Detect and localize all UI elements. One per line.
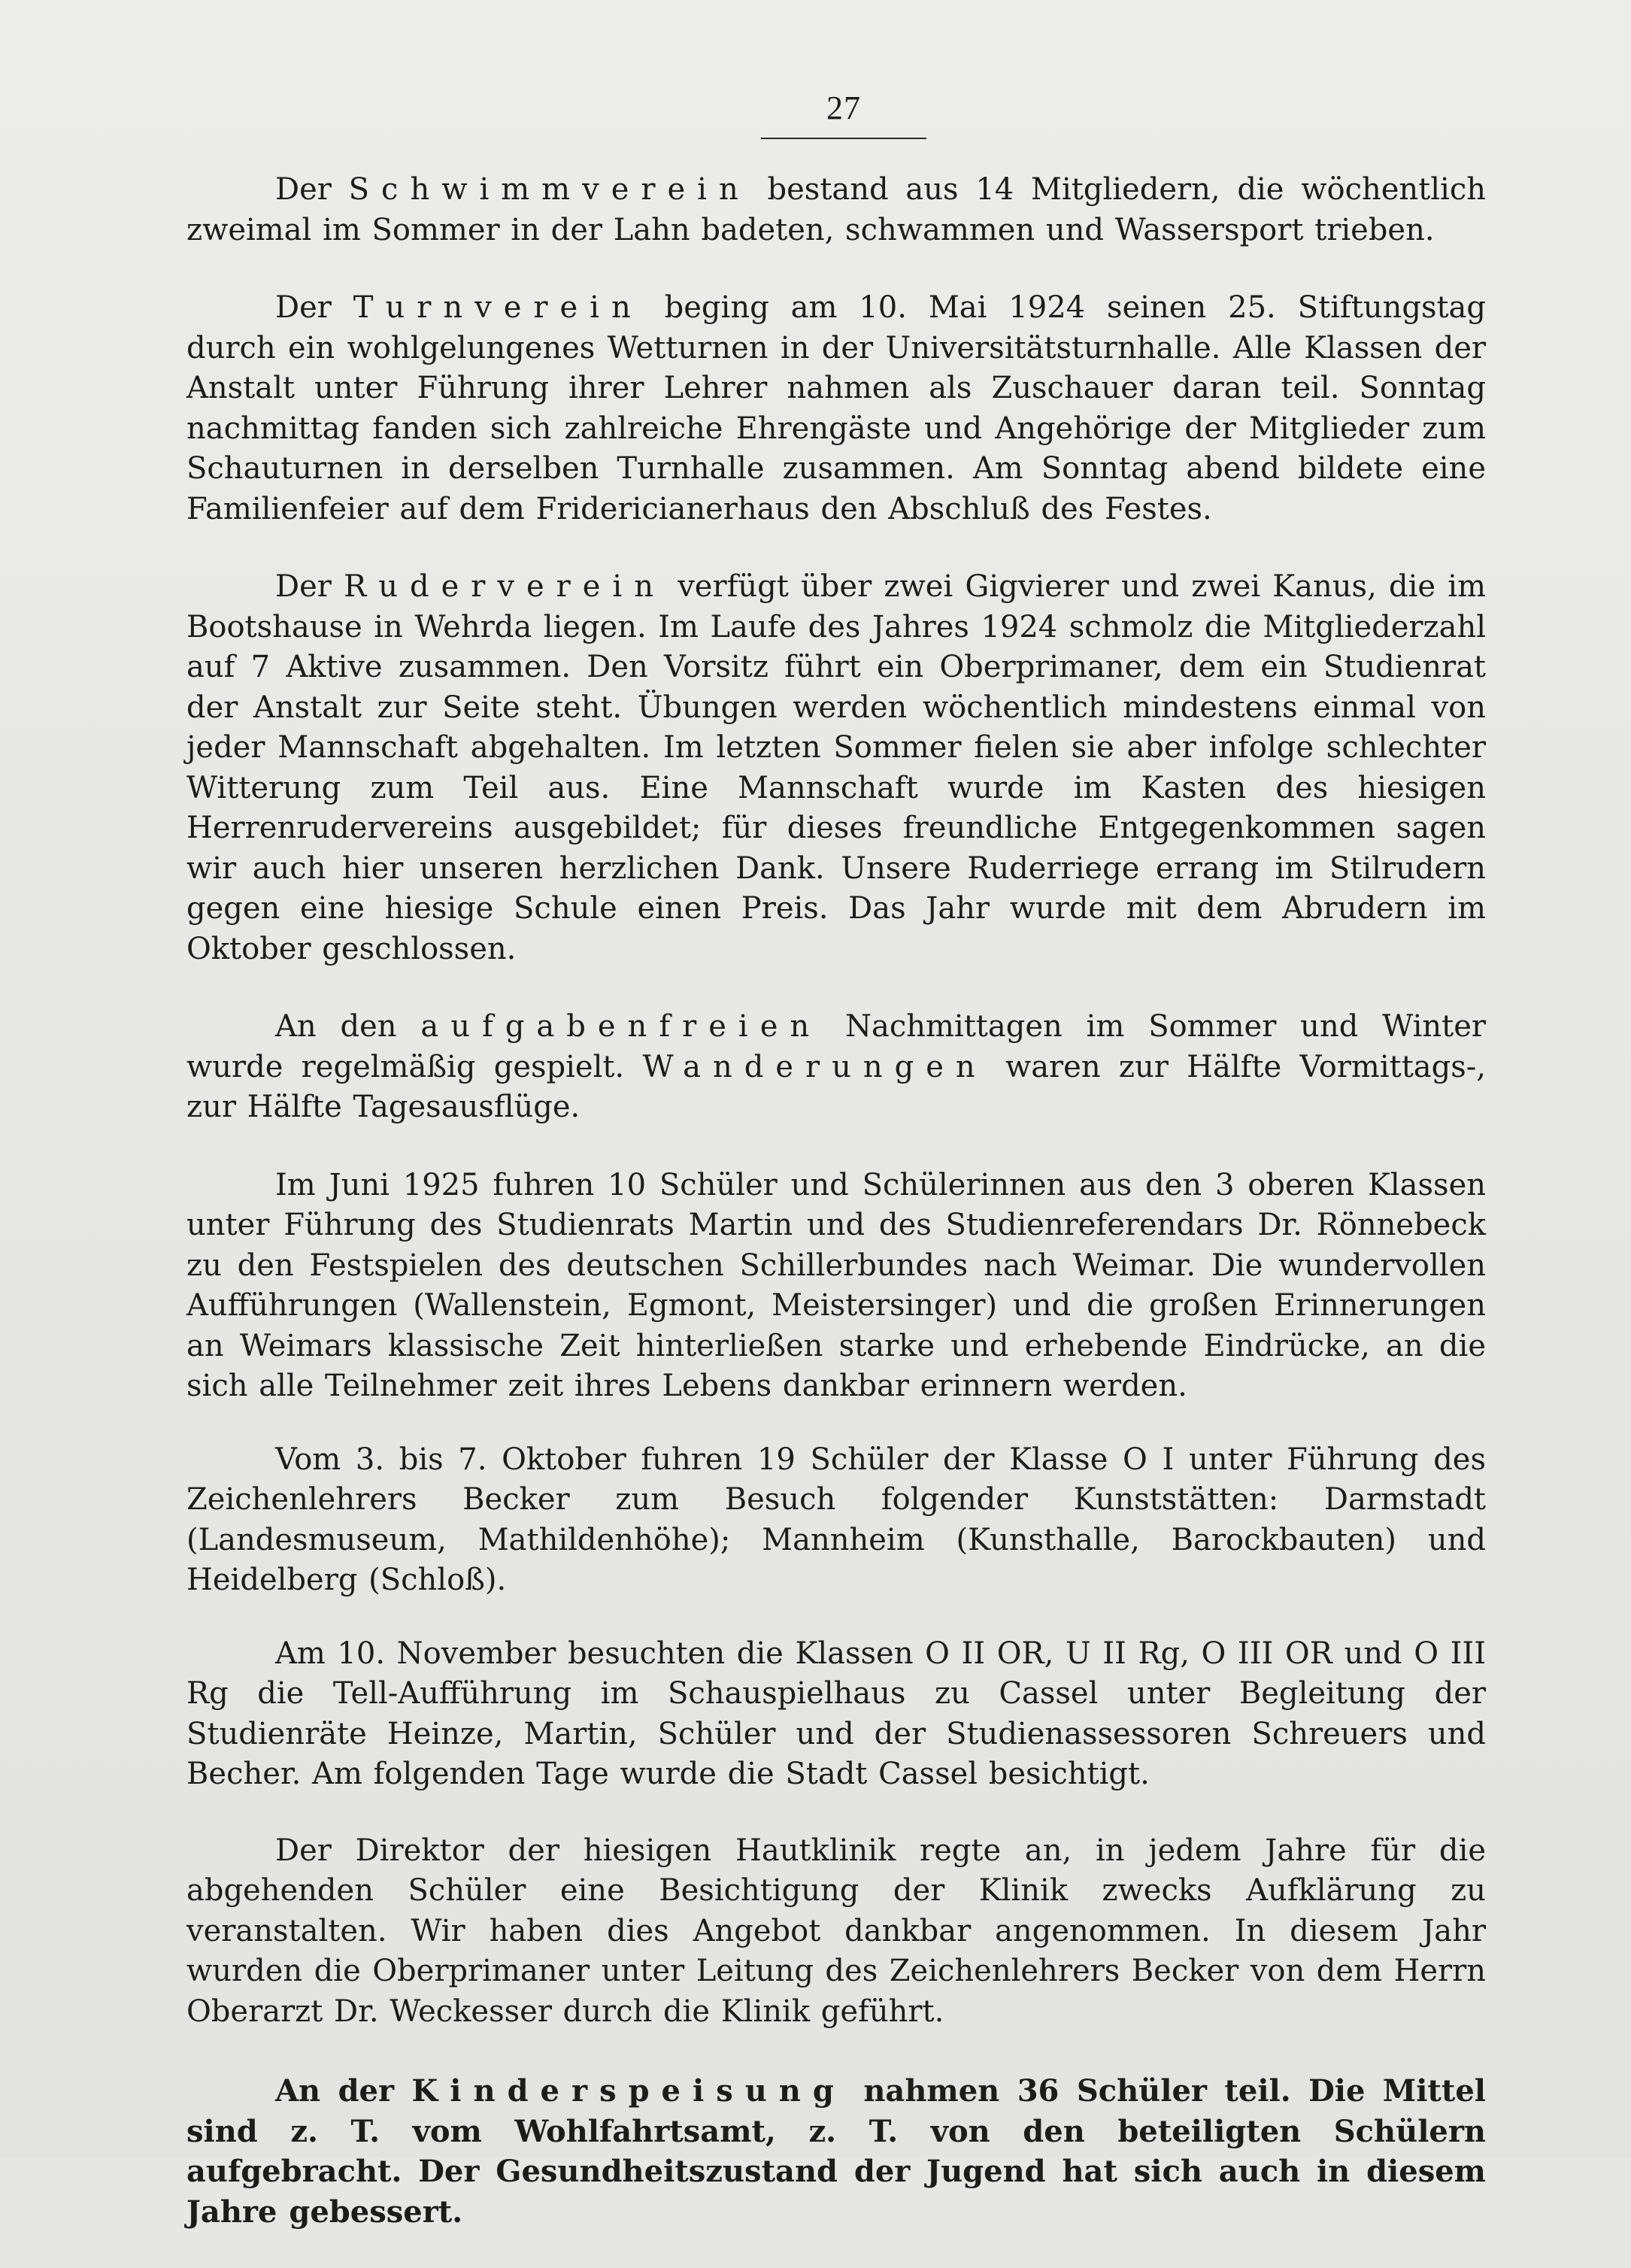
paragraph-text: Vom 3. bis 7. Oktober fuhren 19 Schüler der Klasse O I unter Führung des Zeichenlehrers Becker zum Besuch folgender Kunststätten: Darmstadt (Landesmuseum, Mathildenhöhe); Mannheim (Kunsthalle, Barockbauten) und Heidelberg (Schloß). [186,1442,1486,1597]
paragraph-weimar [186,1166,1486,1407]
page-number-container [761,89,926,126]
term-wanderungen: Wanderungen [642,1049,987,1084]
paragraph-nachmittage [186,1007,1486,1128]
paragraph-lead: Der [275,172,349,207]
paragraph-text: Der Direktor der hiesigen Hautklinik regte an, in jedem Jahre für die abgehenden Schüler eine Besichtigung der Klinik zwecks Aufklärung zu veranstalten. Wir haben dies Angebot dankbar angenommen. In diesem Jahr wurden die Oberprimaner unter Leitung des Zeichenlehrers Becker von dem Herrn Oberarzt Dr. Weckesser durch die Klinik geführt. [186,1833,1486,2029]
paragraph-hautklinik [186,1831,1486,2033]
paragraph-kinderspeisung [186,2071,1486,2232]
paragraph-text: Im Juni 1925 fuhren 10 Schüler und Schülerinnen aus den 3 oberen Klassen unter Führung des Studienrats Martin und des Studienreferendars Dr. Rönnebeck zu den Festspielen des deutschen Schillerbundes nach Weimar. Die wundervollen Aufführungen (Wallenstein, Egmont, Meistersinger) und die großen Erinnerungen an Weimars klassische Zeit hinterließen starke und erhebende Eindrücke, an die sich alle Teilnehmer zeit ihres Lebens dankbar erinnern werden. [186,1167,1486,1403]
paragraph-text-a: Nachmittagen im Sommer und Winter wurde regelmäßig gespielt. [186,1009,1486,1084]
club-name-schwimmverein: Schwimmverein [348,172,750,207]
paragraph-schwimmverein [186,170,1486,250]
paragraph-lead: An der [275,2073,412,2109]
body-text [186,170,1486,2268]
paragraph-text: nahmen 36 Schüler teil. Die Mittel sind z. T. vom Wohlfahrtsamt, z. T. von den beteiligten Schülern aufgebracht. Der Gesundheitszustand der Jugend hat sich auch in diesem Jahre gebessert. [186,2073,1486,2230]
club-name-ruderverein: Ruderverein [344,569,665,604]
club-name-turnverein: Turnverein [353,290,643,325]
page-number: 27 [826,89,861,126]
paragraph-text: bestand aus 14 Mitgliedern, die wöchentlich zweimal im Sommer in der Lahn badeten, schwammen und Wassersport trieben. [186,172,1486,247]
paragraph-lead: Der [275,290,353,325]
paragraph-oktober [186,1440,1486,1601]
paragraph-ruderverein [186,567,1486,969]
paragraph-text: beging am 10. Mai 1924 seinen 25. Stiftungstag durch ein wohlgelungenes Wetturnen in der Universitätsturnhalle. Alle Klassen der Anstalt unter Führung ihrer Lehrer nahmen als Zuschauer daran teil. Sonntag nachmittag fanden sich zahlreiche Ehrengäste und Angehörige der Mitglieder zum Schauturnen in derselben Turnhalle zusammen. Am Sonntag abend bildete eine Familienfeier auf dem Fridericianerhaus den Abschluß des Festes. [186,290,1486,526]
paragraph-text: Am 10. November besuchten die Klassen O II OR, U II Rg, O III OR und O III Rg die Tell-Aufführung im Schauspielhaus zu Cassel unter Begleitung der Studienräte Heinze, Martin, Schüler und der Studienassessoren Schreuers und Becher. Am folgenden Tage wurde die Stadt Cassel besichtigt. [186,1636,1486,1791]
paragraph-lead: An den [275,1009,421,1044]
term-kinderspeisung: Kinderspeisung [411,2073,846,2109]
paragraph-lead: Der [275,569,344,604]
paragraph-text: waren zur Hälfte Vormittags-, zur Hälfte Tagesausflüge. [186,1049,1486,1124]
term-aufgabenfreien: aufgabenfreien [420,1009,822,1044]
paragraph-turnverein [186,288,1486,529]
paragraph-november [186,1634,1486,1795]
page-number-rule [761,138,926,139]
paragraph-text: verfügt über zwei Gigvierer und zwei Kanus, die im Bootshause in Wehrda liegen. Im Laufe des Jahres 1924 schmolz die Mitgliederzahl auf 7 Aktive zusammen. Den Vorsitz führt ein Oberprimaner, dem ein Studienrat der Anstalt zur Seite steht. Übungen werden wöchentlich mindestens einmal von jeder Mannschaft abgehalten. Im letzten Sommer fielen sie aber infolge schlechter Witterung zum Teil aus. Eine Mannschaft wurde im Kasten des hiesigen Herrenrudervereins ausgebildet; für dieses freundliche Entgegenkommen sagen wir auch hier unseren herzlichen Dank. Unsere Ruderriege errang im Stilrudern gegen eine hiesige Schule einen Preis. Das Jahr wurde mit dem Abrudern im Oktober geschlossen. [186,569,1487,966]
